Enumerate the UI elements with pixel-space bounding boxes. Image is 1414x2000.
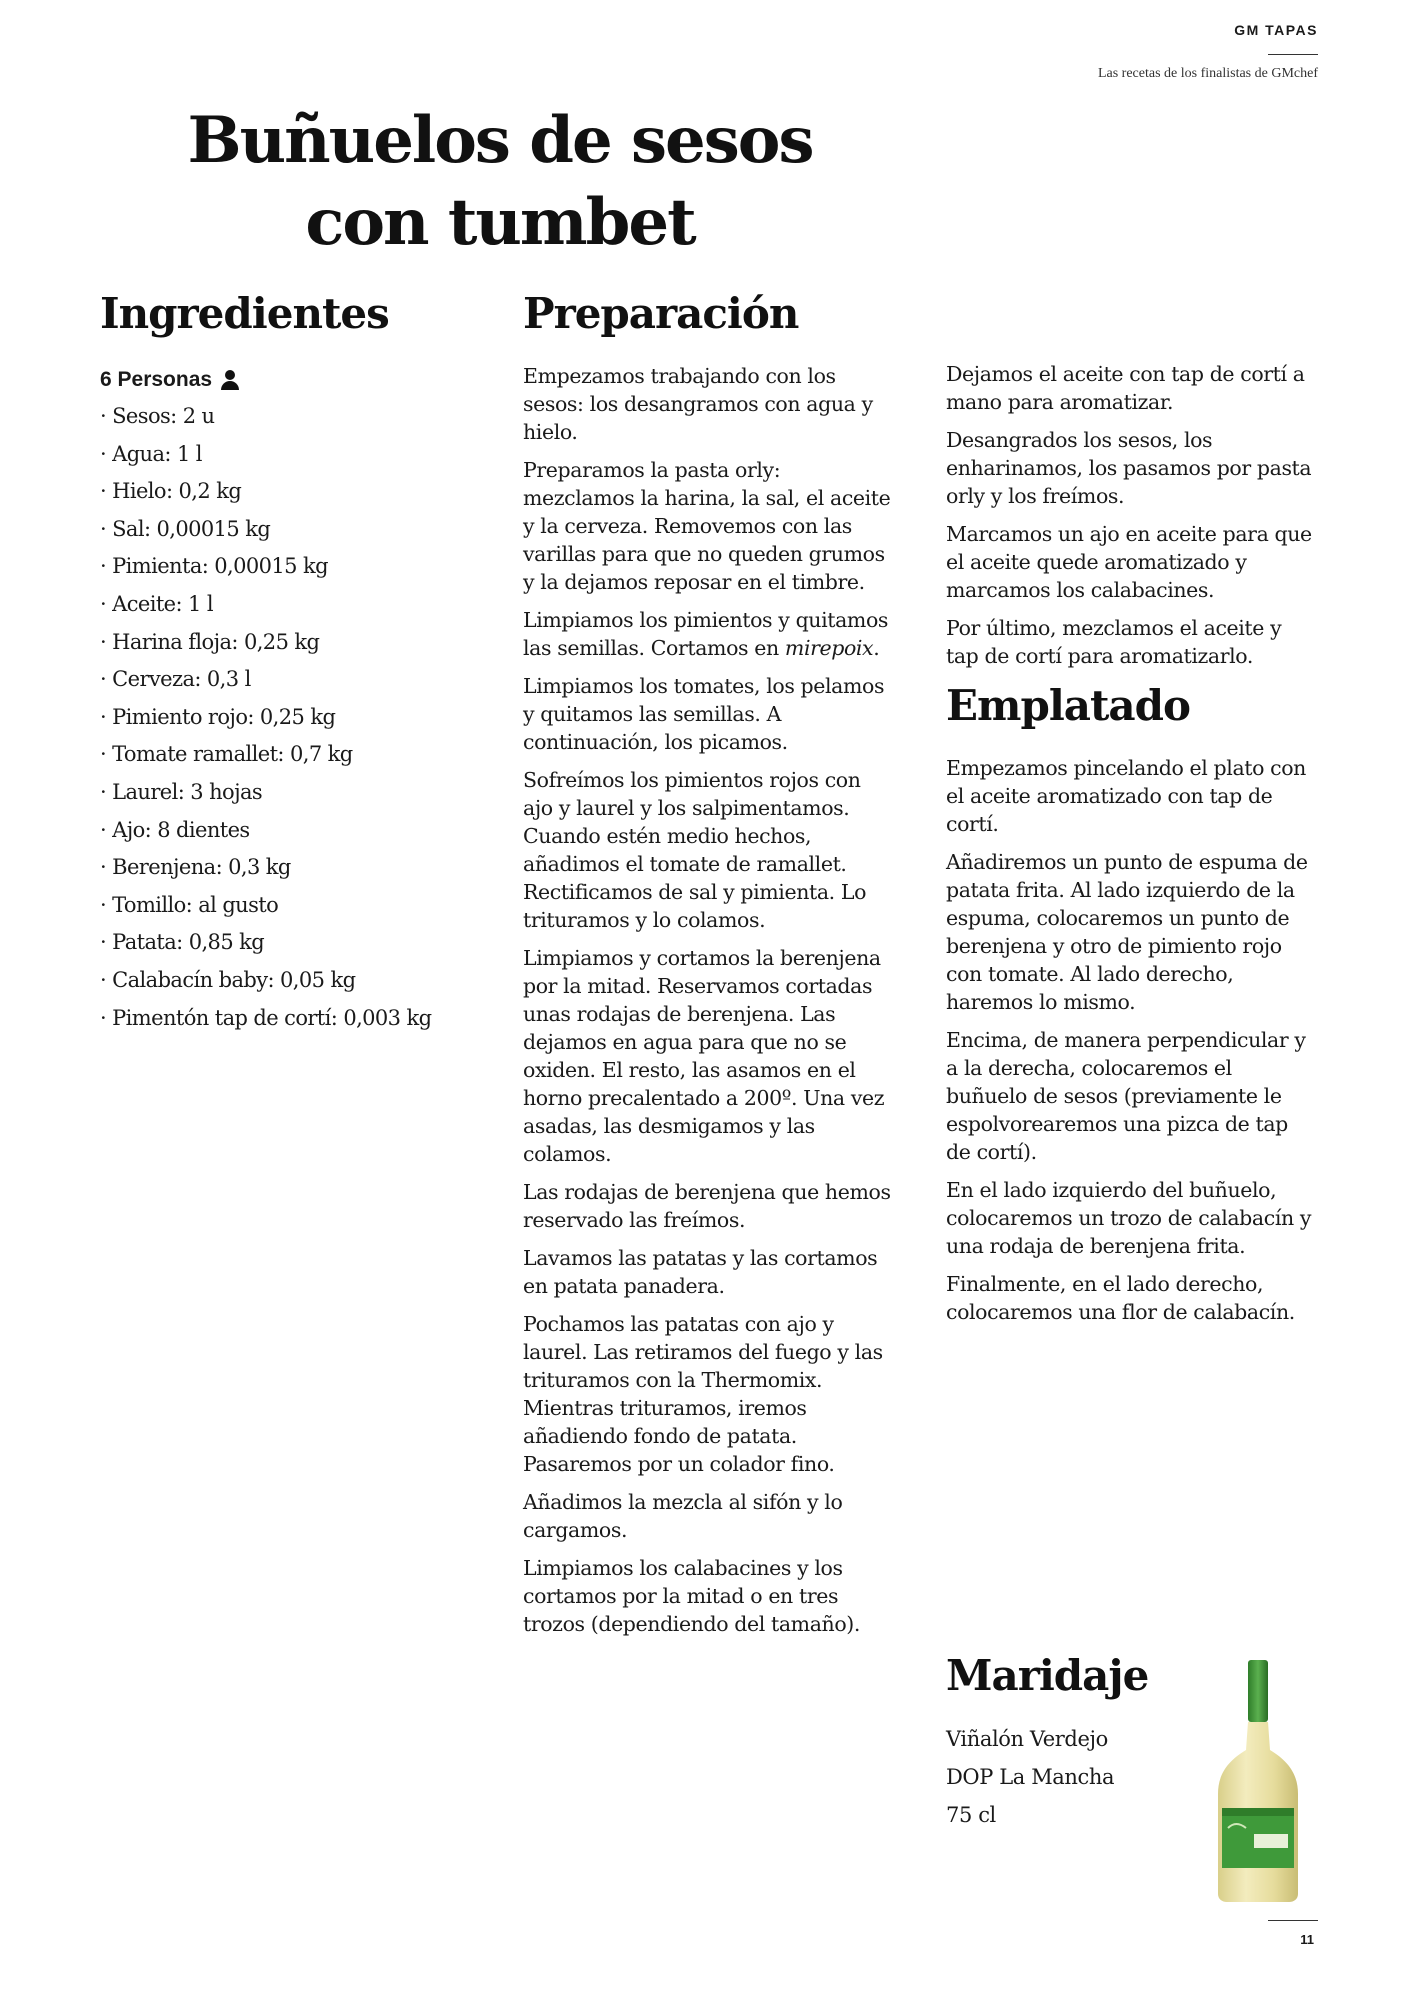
right-column bbox=[946, 360, 1318, 1336]
pairing-section bbox=[946, 1650, 1166, 1834]
title-line-2: con tumbet bbox=[305, 185, 695, 260]
recipe-title bbox=[140, 100, 860, 264]
prep-step bbox=[523, 606, 895, 662]
prep-step-italic: mirepoix bbox=[784, 636, 874, 660]
header-subtitle: Las recetas de los finalistas de GMchef bbox=[1097, 66, 1318, 81]
ingredient-item: · Pimentón tap de cortí: 0,003 kg bbox=[100, 1005, 432, 1030]
prep-step-end: . bbox=[873, 636, 880, 660]
header-divider bbox=[1268, 54, 1318, 55]
person-icon bbox=[220, 369, 240, 391]
ingredient-item: · Pimienta: 0,00015 kg bbox=[100, 554, 328, 579]
prep-step: Desangrados los sesos, los enharinamos, los pasamos por pasta orly y los freímos. bbox=[946, 428, 1312, 508]
ingredient-item: · Tomate ramallet: 0,7 kg bbox=[100, 742, 353, 767]
prep-step: Dejamos el aceite con tap de cortí a mano para aromatizar. bbox=[946, 362, 1305, 414]
ingredient-item: · Ajo: 8 dientes bbox=[100, 817, 250, 842]
prep-step: Limpiamos los tomates, los pelamos y quitamos las semillas. A continuación, los picamos. bbox=[523, 674, 885, 754]
plating-step: Finalmente, en el lado derecho, colocaremos una flor de calabacín. bbox=[946, 1272, 1295, 1324]
pairing-heading: Maridaje bbox=[946, 1651, 1149, 1700]
prep-step: Lavamos las patatas y las cortamos en patata panadera. bbox=[523, 1246, 878, 1298]
page-number: 11 bbox=[1300, 1932, 1314, 1947]
servings bbox=[100, 362, 480, 398]
plating-step: En el lado izquierdo del buñuelo, colocaremos un trozo de calabacín y una rodaja de berenjena frita. bbox=[946, 1178, 1312, 1258]
ingredient-item: · Patata: 0,85 kg bbox=[100, 930, 265, 955]
prep-step: Sofreímos los pimientos rojos con ajo y laurel y los salpimentamos. Cuando estén medio hechos, añadimos el tomate de ramallet. Rectificamos de sal y pimienta. Lo trituramos y lo colamos. bbox=[523, 768, 867, 932]
ingredient-item: · Cerveza: 0,3 l bbox=[100, 667, 251, 692]
ingredient-item: · Sal: 0,00015 kg bbox=[100, 516, 271, 541]
prep-step: Pochamos las patatas con ajo y laurel. Las retiramos del fuego y las trituramos con la Thermomix. Mientras trituramos, iremos añadiendo fondo de patata. Pasaremos por un colador fino. bbox=[523, 1312, 883, 1476]
ingredient-item: · Laurel: 3 hojas bbox=[100, 779, 263, 804]
ingredient-item: · Pimiento rojo: 0,25 kg bbox=[100, 704, 336, 729]
ingredients-list bbox=[100, 398, 480, 1037]
servings-label: 6 Personas bbox=[100, 368, 213, 391]
plating-step: Encima, de manera perpendicular y a la derecha, colocaremos el buñuelo de sesos (previamente le espolvorearemos una pizca de tap de cortí). bbox=[946, 1028, 1306, 1164]
prep-step: Por último, mezclamos el aceite y tap de cortí para aromatizarlo. bbox=[946, 616, 1282, 668]
section-label: GM TAPAS bbox=[1234, 22, 1318, 38]
plating-step: Empezamos pincelando el plato con el aceite aromatizado con tap de cortí. bbox=[946, 756, 1306, 836]
prep-step: Empezamos trabajando con los sesos: los desangramos con agua y hielo. bbox=[523, 364, 873, 444]
prep-step-text: Limpiamos los pimientos y quitamos las semillas. Cortamos en bbox=[523, 608, 889, 660]
prep-step: Preparamos la pasta orly: mezclamos la harina, la sal, el aceite y la cerveza. Removemos con las varillas para que no queden grumos y la dejamos reposar en el timbre. bbox=[523, 458, 891, 594]
ingredient-item: · Agua: 1 l bbox=[100, 441, 202, 466]
ingredient-item: · Sesos: 2 u bbox=[100, 404, 215, 428]
footer-divider bbox=[1268, 1920, 1318, 1921]
ingredients-heading: Ingredientes bbox=[100, 289, 389, 338]
prep-step: Limpiamos y cortamos la berenjena por la mitad. Reservamos cortadas unas rodajas de berenjena. Las dejamos en agua para que no se oxiden. El resto, las asamos en el horno precalentado a 200º. Una vez asadas, las desmigamos y las colamos. bbox=[523, 946, 885, 1166]
ingredient-item: · Aceite: 1 l bbox=[100, 591, 213, 616]
prep-step: Añadimos la mezcla al sifón y lo cargamos. bbox=[523, 1490, 843, 1542]
ingredients-column bbox=[100, 288, 480, 1037]
plating-heading: Emplatado bbox=[946, 681, 1190, 730]
title-line-1: Buñuelos de sesos bbox=[187, 103, 813, 178]
ingredient-item: · Harina floja: 0,25 kg bbox=[100, 629, 320, 654]
ingredient-item: · Calabacín baby: 0,05 kg bbox=[100, 967, 356, 992]
ingredient-item: · Hielo: 0,2 kg bbox=[100, 479, 242, 504]
prep-step: Limpiamos los calabacines y los cortamos por la mitad o en tres trozos (dependiendo del tamaño). bbox=[523, 1556, 860, 1636]
preparation-column bbox=[523, 288, 895, 1648]
prep-step: Las rodajas de berenjena que hemos reservado las freímos. bbox=[523, 1180, 891, 1232]
prep-step: Marcamos un ajo en aceite para que el aceite quede aromatizado y marcamos los calabacines. bbox=[946, 522, 1312, 602]
wine-bottle-image bbox=[1214, 1658, 1302, 1904]
preparation-heading: Preparación bbox=[523, 289, 799, 338]
wine-volume: 75 cl bbox=[946, 1803, 996, 1827]
ingredient-item: · Tomillo: al gusto bbox=[100, 892, 279, 917]
plating-step: Añadiremos un punto de espuma de patata frita. Al lado izquierdo de la espuma, colocaremos un punto de berenjena y otro de pimiento rojo con tomate. Al lado derecho, haremos lo mismo. bbox=[946, 850, 1308, 1014]
wine-origin: DOP La Mancha bbox=[946, 1765, 1115, 1789]
wine-name: Viñalón Verdejo bbox=[946, 1727, 1108, 1751]
ingredient-item: · Berenjena: 0,3 kg bbox=[100, 855, 291, 880]
